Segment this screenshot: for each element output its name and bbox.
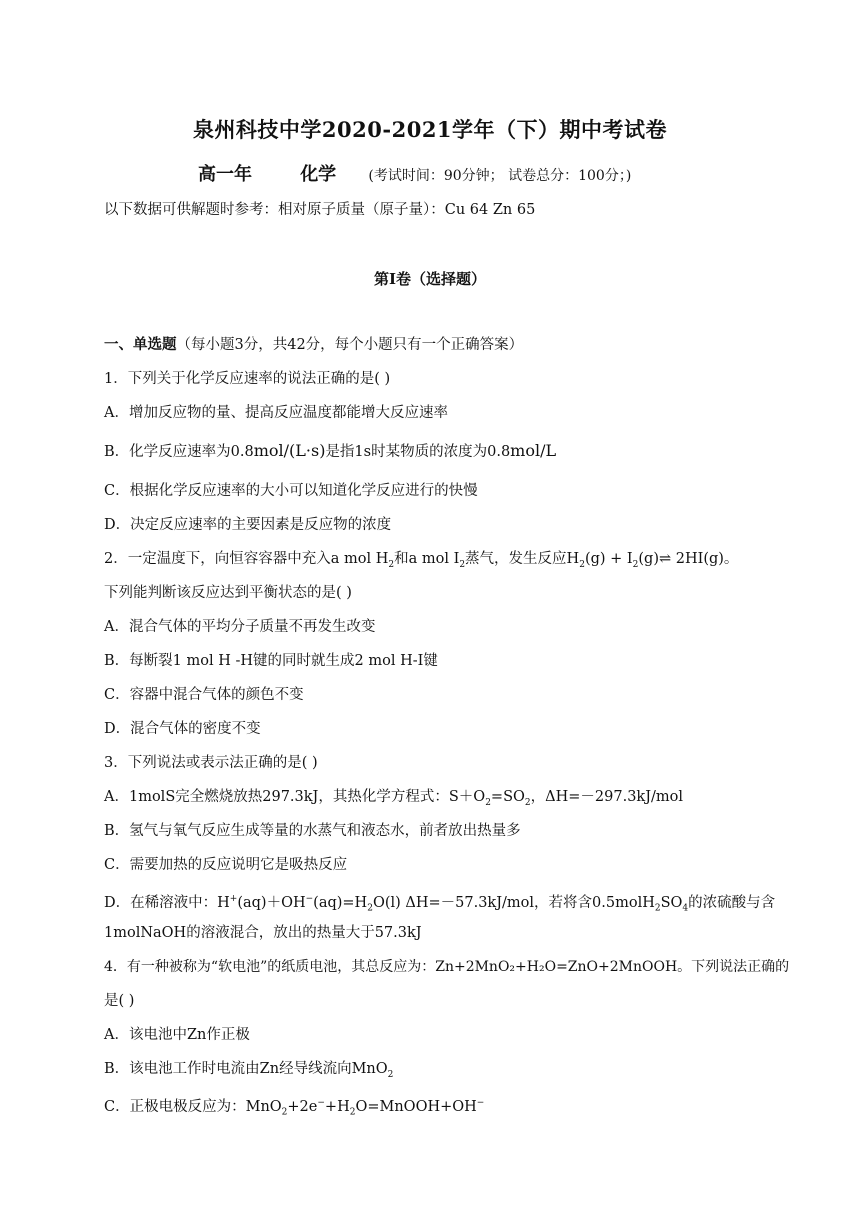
q3-stem: 3．下列说法或表示法正确的是( ) — [104, 755, 318, 771]
exam-info: (考试时间：90分钟； 试卷总分：100分；) — [368, 168, 632, 184]
exam-subtitle — [198, 160, 631, 186]
q1-option-a: A．增加反应物的量、提高反应温度都能增大反应速率 — [104, 405, 448, 421]
q4-stem-line2: 是( ) — [104, 993, 135, 1009]
q3-option-c: C．需要加热的反应说明它是吸热反应 — [104, 857, 348, 873]
q3-option-a: A．1molS完全燃烧放热297.3kJ，其热化学方程式：$S+O_2=SO_2$，ΔH=－297.3kJ/mol — [104, 789, 684, 808]
q1-option-d: D．决定反应速率的主要因素是反应物的浓度 — [104, 517, 392, 533]
q2-stem: 2．一定温度下，向恒容容器中充入a mol $H_2$和a mol $I_2$蒸气，发生反应$H_2(g)$ + $I_2(g)\rightleftharpoons$ 2HI(g)。 — [104, 551, 739, 570]
q3-option-b: B．氢气与氧气反应生成等量的水蒸气和液态水，前者放出热量多 — [104, 823, 521, 839]
q2-option-a: A．混合气体的平均分子质量不再发生改变 — [104, 619, 376, 635]
q2-option-c: C．容器中混合气体的颜色不变 — [104, 687, 304, 703]
part1-note: （每小题3分，共42分，每个小题只有一个正确答案） — [176, 337, 524, 353]
q4-option-a: A．该电池中Zn作正极 — [104, 1027, 250, 1043]
q1-option-c: C．根据化学反应速率的大小可以知道化学反应进行的快慢 — [104, 483, 478, 499]
q4-stem: 4．有一种被称为“软电池”的纸质电池，其总反应为：Zn+2MnO₂+H₂O=ZnO+2MnOOH。下列说法正确的 — [104, 959, 790, 975]
reference-data: 以下数据可供解题时参考：相对原子质量（原子量）：Cu 64 Zn 65 — [104, 202, 536, 218]
q2-option-d: D．混合气体的密度不变 — [104, 721, 261, 737]
part1-heading — [104, 335, 523, 355]
q3-option-d: D．在稀溶液中：$H^+(aq)+OH^-(aq)=H_2O(l)$ ΔH=－57.3kJ/mol，若将含$0.5molH_2SO_4$的浓硫酸与含 — [104, 894, 776, 914]
q4-option-c: C．正极电极反应为：$MnO_2+2e^-+H_2O=MnOOH+OH^-$ — [104, 1098, 485, 1118]
q2-option-b: B．每断裂1 mol H -H键的同时就生成2 mol H-I键 — [104, 653, 438, 669]
section-title: 第Ⅰ卷（选择题） — [373, 270, 487, 288]
q4-option-b: B．该电池工作时电流由Zn经导线流向MnO$_2$ — [104, 1061, 394, 1080]
exam-title: 泉州科技中学2020-2021学年（下）期中考试卷 — [192, 117, 668, 142]
q1-stem: 1．下列关于化学反应速率的说法正确的是( ) — [104, 371, 391, 387]
part1-label: 一、单选题 — [104, 336, 177, 353]
subject: 化学 — [300, 164, 337, 185]
grade: 高一年 — [198, 164, 252, 185]
q3-option-d-line2: 1molNaOH的溶液混合，放出的热量大于57.3kJ — [104, 925, 422, 941]
q1-option-b: B．化学反应速率为0.8mol/(L·s)是指1s时某物质的浓度为0.8mol/L — [104, 441, 557, 460]
q2-stem-line2: 下列能判断该反应达到平衡状态的是( ) — [104, 585, 352, 601]
